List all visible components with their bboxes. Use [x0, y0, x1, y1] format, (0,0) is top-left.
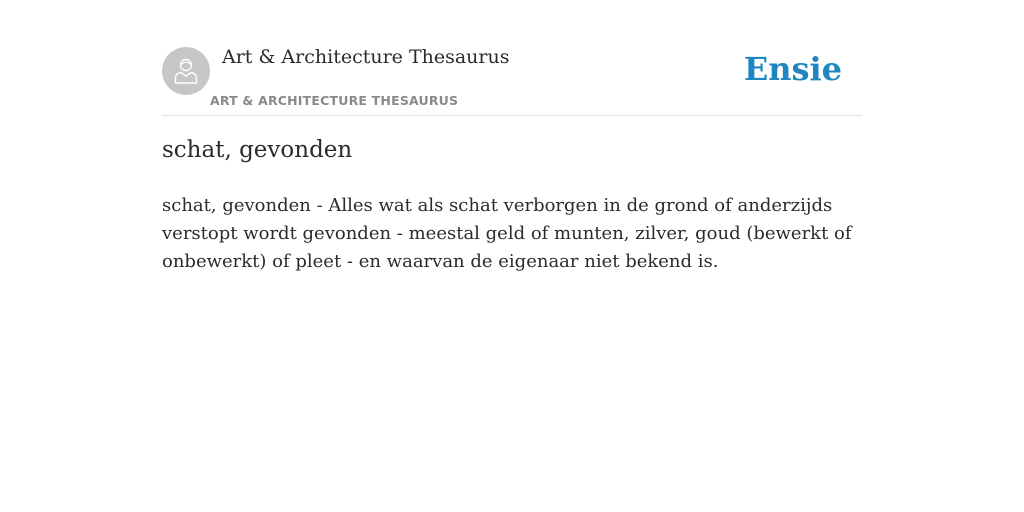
ensie-logo[interactable]: Ensie	[743, 50, 842, 88]
user-icon	[174, 57, 198, 85]
term-title: schat, gevonden	[162, 137, 353, 163]
definition-text: schat, gevonden - Alles wat als schat verborgen in de grond of anderzijds verstopt wordt gevonden - meestal geld of munten, zilver, goud (bewerkt of onbewerkt) of pleet - en waarvan de eigenaar niet bekend is.	[162, 195, 852, 272]
source-subtitle[interactable]: ART & ARCHITECTURE THESAURUS	[210, 93, 459, 108]
avatar[interactable]	[162, 47, 210, 95]
source-header	[162, 40, 862, 116]
source-title[interactable]: Art & Architecture Thesaurus	[222, 46, 510, 68]
